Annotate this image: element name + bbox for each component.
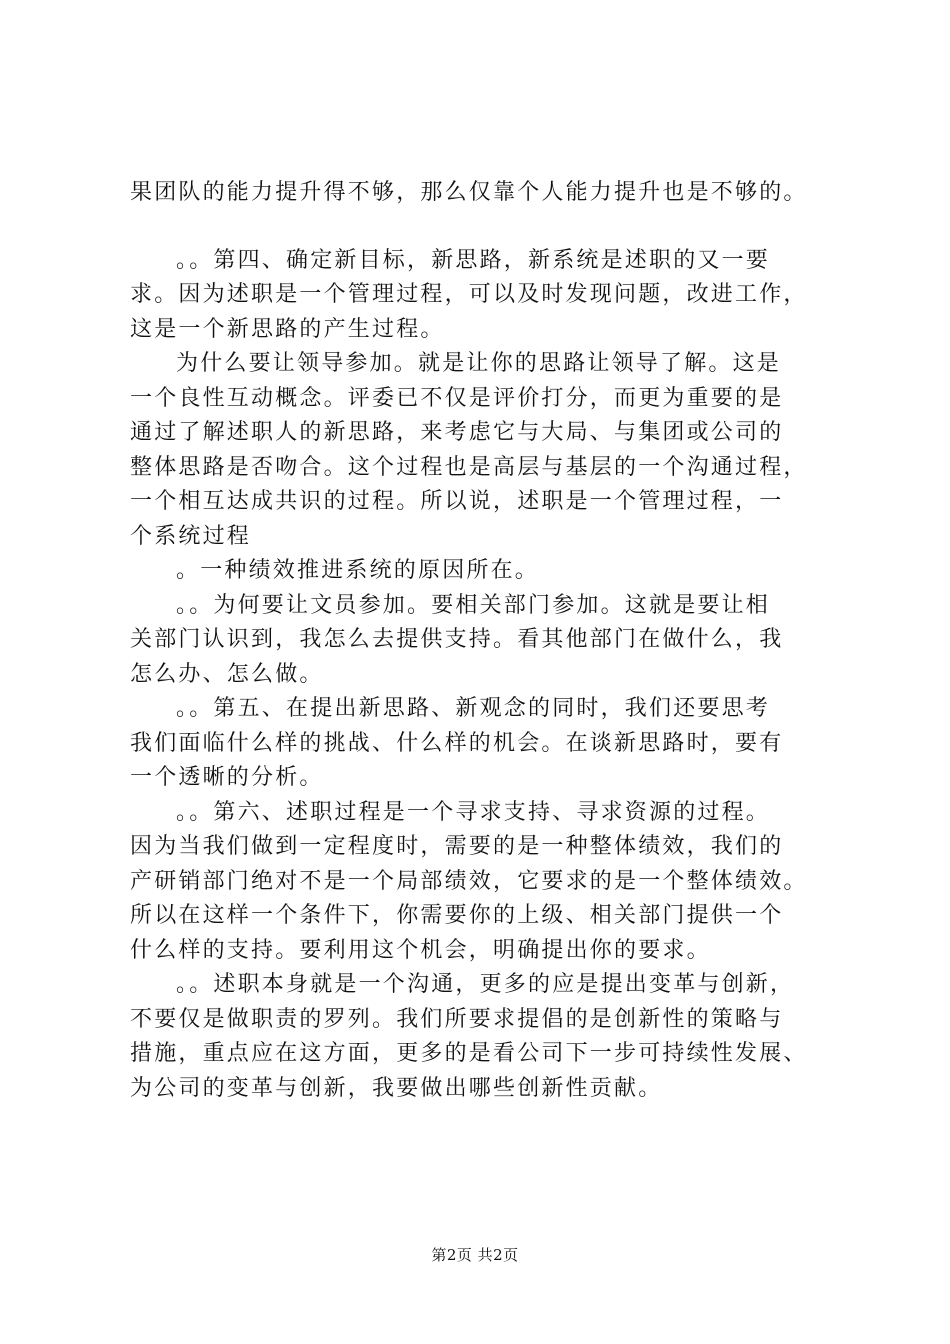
text-line: 所以在这样一个条件下，你需要你的上级、相关部门提供一个	[130, 903, 784, 928]
text-line: 。一种绩效推进系统的原因所在。	[176, 558, 540, 583]
text-line: 整体思路是否吻合。这个过程也是高层与基层的一个沟通过程，	[130, 454, 808, 480]
text-line: 因为当我们做到一定程度时，需要的是一种整体绩效，我们的	[130, 834, 784, 859]
text-line: 。。为何要让文员参加。要相关部门参加。这就是要让相	[176, 592, 771, 618]
text-line: 产研销部门绝对不是一个局部绩效，它要求的是一个整体绩效。	[130, 868, 808, 894]
text-line: 措施，重点应在这方面，更多的是看公司下一步可持续性发展、	[130, 1041, 808, 1066]
text-line: 果团队的能力提升得不够，那么仅靠个人能力提升也是不够的。	[130, 180, 808, 205]
text-line: 一个透晰的分析。	[130, 765, 324, 790]
document-body	[130, 176, 830, 1106]
text-line: 通过了解述职人的新思路，来考虑它与大局、与集团或公司的	[130, 420, 784, 445]
text-line: 关部门认识到，我怎么去提供支持。看其他部门在做什么，我	[130, 627, 784, 652]
text-line: 个系统过程	[130, 523, 252, 549]
text-line: 我们面临什么样的挑战、什么样的机会。在谈新思路时，要有	[130, 730, 784, 756]
text-line: 。。述职本身就是一个沟通，更多的应是提出变革与创新，	[176, 972, 795, 997]
text-line: 一个良性互动概念。评委已不仅是评价打分，而更为重要的是	[130, 385, 784, 411]
text-line: 这是一个新思路的产生过程。	[130, 316, 445, 342]
text-line: 怎么办、怎么做。	[130, 661, 324, 687]
paragraph-gap	[130, 211, 830, 244]
text-line: 一个相互达成共识的过程。所以说，述职是一个管理过程，一	[130, 489, 784, 514]
text-line: 什么样的支持。要利用这个机会，明确提出你的要求。	[130, 937, 711, 963]
page-number-footer: 第2页 共2页	[431, 1246, 519, 1264]
text-line: 为公司的变革与创新，我要做出哪些创新性贡献。	[130, 1075, 663, 1101]
text-line: 求。因为述职是一个管理过程，可以及时发现问题，改进工作，	[130, 282, 808, 307]
text-line: 为什么要让领导参加。就是让你的思路让领导了解。这是	[176, 351, 782, 376]
text-line: 。。第六、述职过程是一个寻求支持、寻求资源的过程。	[176, 799, 771, 825]
text-line: 。。第五、在提出新思路、新观念的同时，我们还要思考	[176, 696, 771, 721]
text-line: 不要仅是做职责的罗列。我们所要求提倡的是创新性的策略与	[130, 1006, 784, 1032]
text-line: 。。第四、确定新目标，新思路，新系统是述职的又一要	[176, 247, 771, 273]
